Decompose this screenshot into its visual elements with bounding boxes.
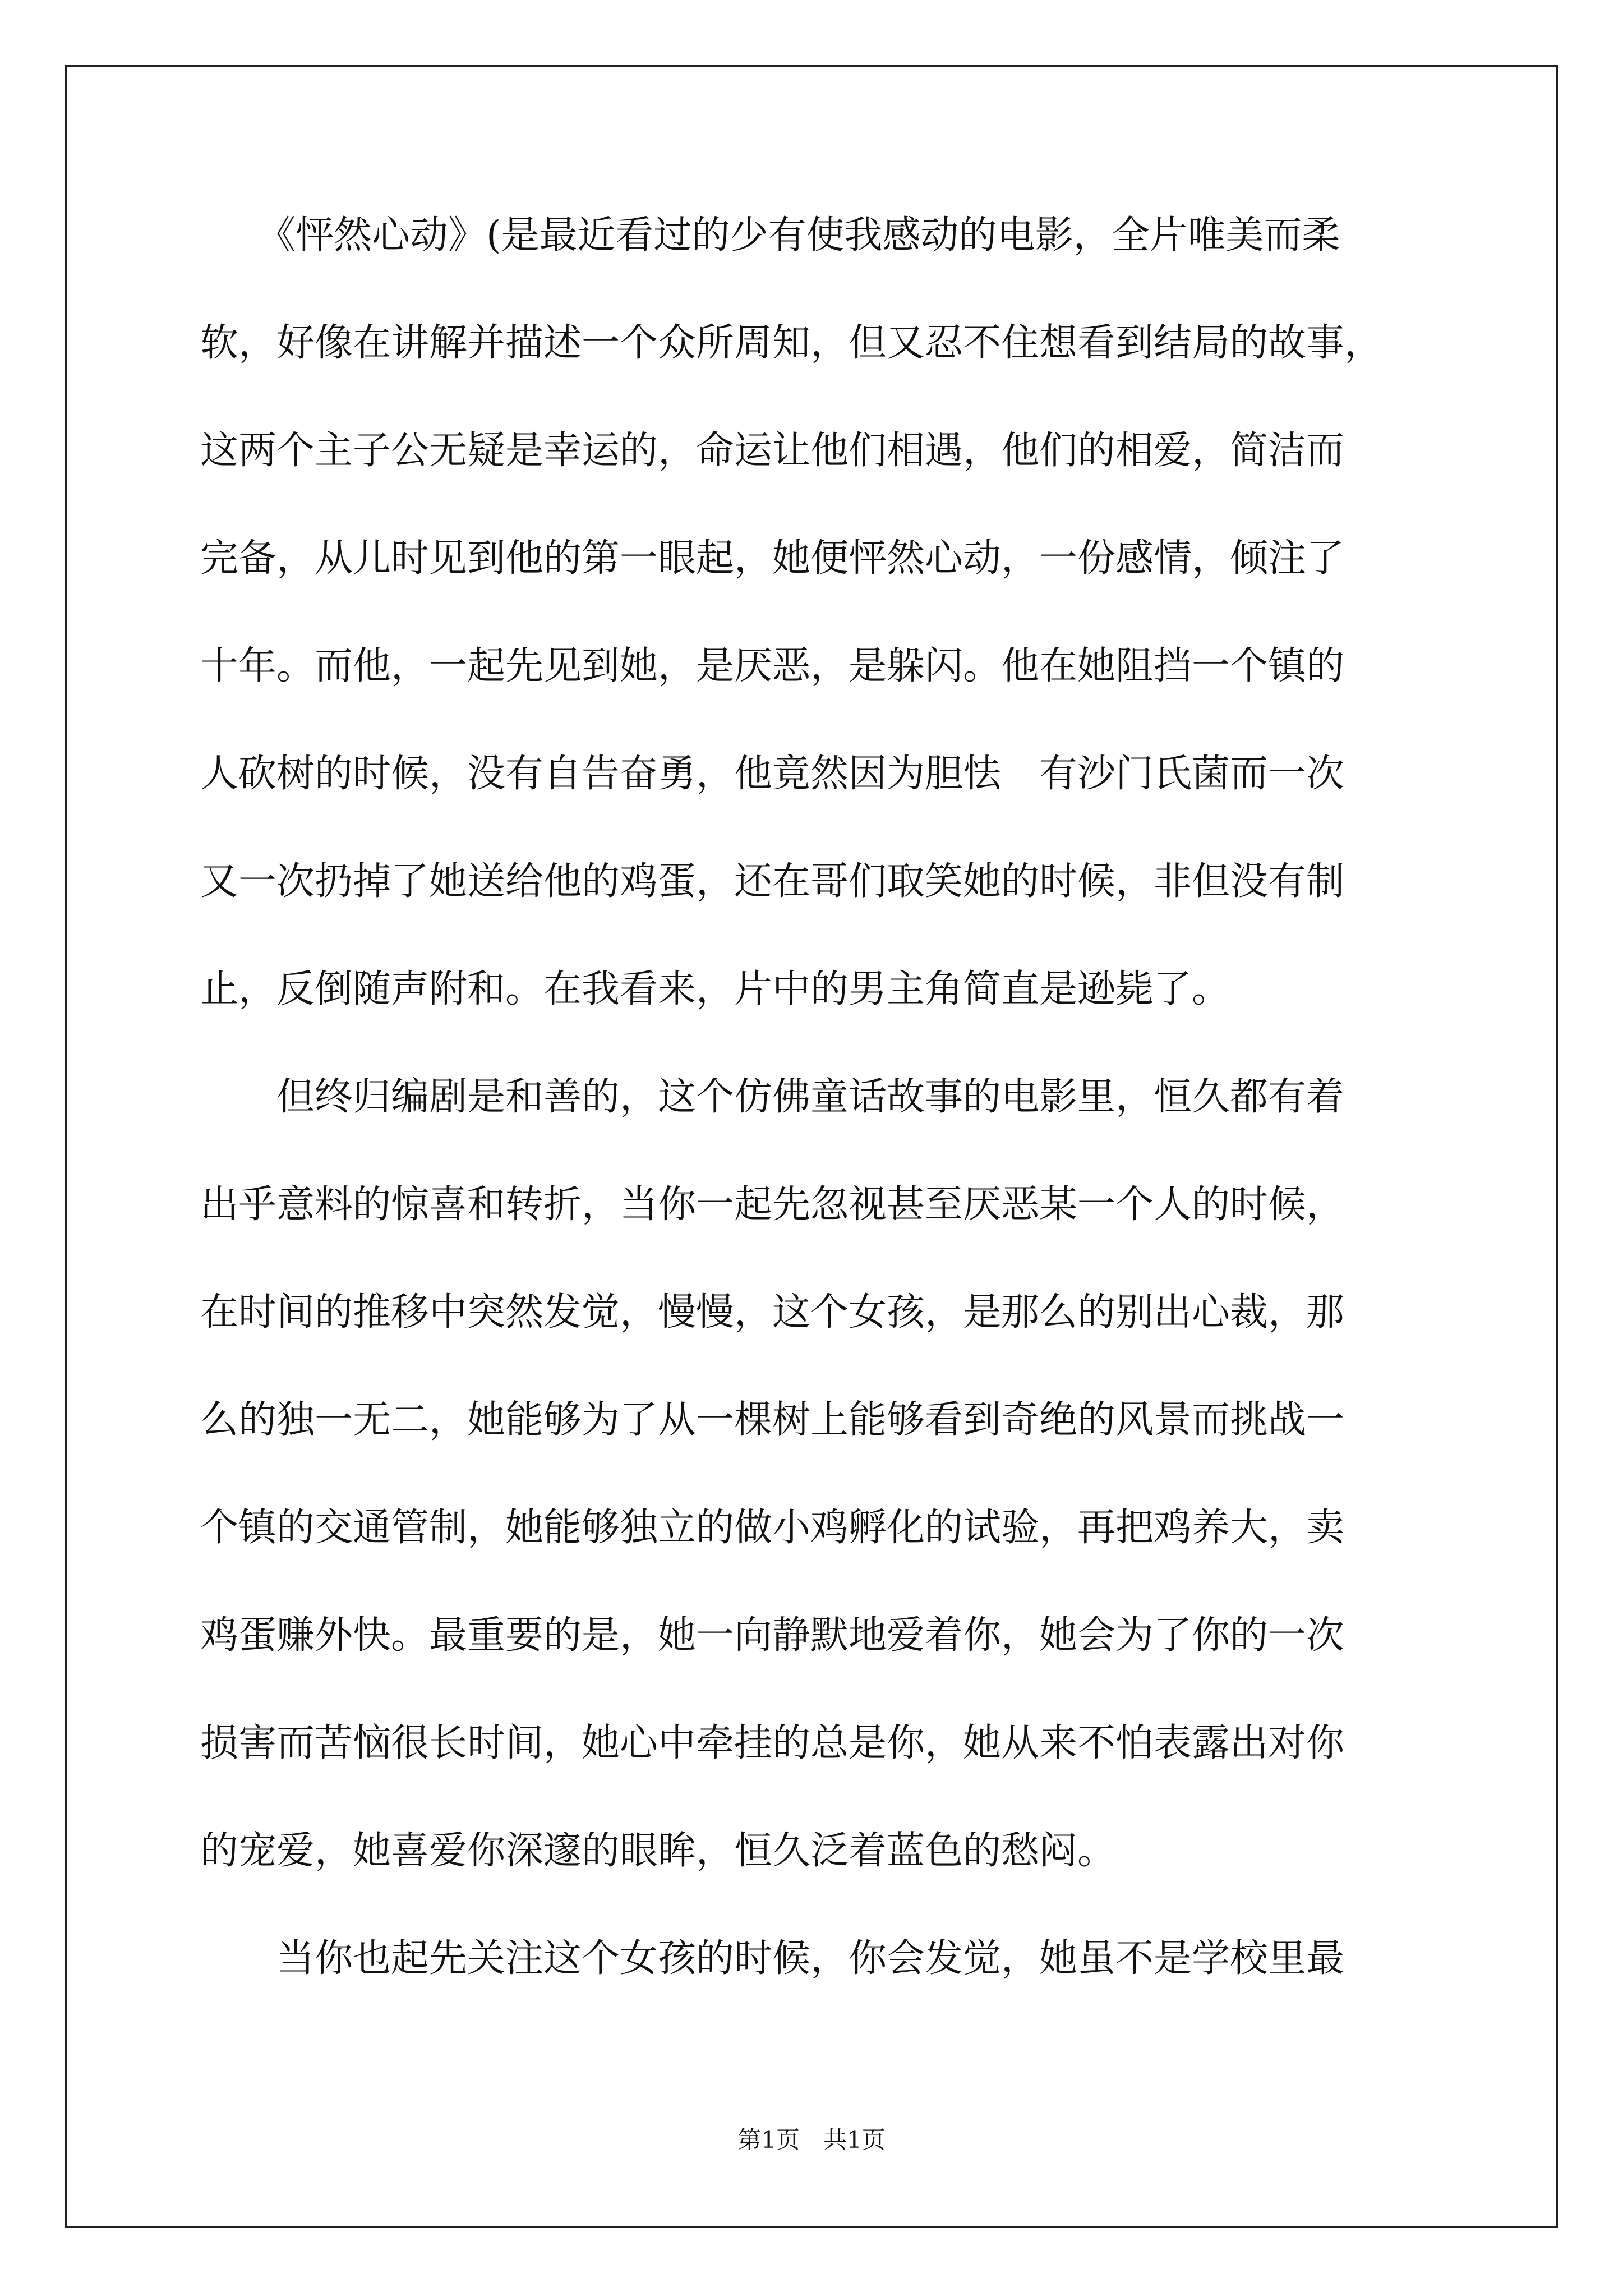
text-line: 鸡蛋赚外快。最重要的是，她一向静默地爱着你，她会为了你的一次 bbox=[200, 1613, 1345, 1658]
text-line: 止，反倒随声附和。在我看来，片中的男主角简直是逊毙了。 bbox=[200, 967, 1230, 1011]
text-line: 但终归编剧是和善的，这个仿佛童话故事的电影里，恒久都有着 bbox=[200, 1075, 1345, 1119]
text-line: 《怦然心动》(是最近看过的少有使我感动的电影，全片唯美而柔 bbox=[200, 213, 1340, 257]
page-number-footer: 第1页 共1页 bbox=[737, 2126, 886, 2154]
text-line: 出乎意料的惊喜和转折，当你一起先忽视甚至厌恶某一个人的时候， bbox=[200, 1182, 1345, 1227]
text-line: 完备，从儿时见到他的第一眼起，她便怦然心动，一份感情，倾注了 bbox=[200, 536, 1345, 581]
document-body bbox=[200, 208, 1434, 2039]
text-line: 十年。而他，一起先见到她，是厌恶，是躲闪。他在她阻挡一个镇的 bbox=[200, 644, 1345, 688]
text-line: 当你也起先关注这个女孩的时候，你会发觉，她虽不是学校里最 bbox=[200, 1936, 1345, 1981]
text-line: 软，好像在讲解并描述一个众所周知，但又忍不住想看到结局的故事， bbox=[200, 321, 1383, 365]
text-line: 人砍树的时候，没有自告奋勇，他竟然因为胆怯 有沙门氏菌而一次 bbox=[200, 752, 1345, 796]
text-line: 又一次扔掉了她送给他的鸡蛋，还在哥们取笑她的时候，非但没有制 bbox=[200, 859, 1345, 904]
text-line: 这两个主子公无疑是幸运的，命运让他们相遇，他们的相爱，简洁而 bbox=[200, 429, 1345, 473]
text-line: 么的独一无二，她能够为了从一棵树上能够看到奇绝的风景而挑战一 bbox=[200, 1398, 1345, 1442]
text-line: 个镇的交通管制，她能够独立的做小鸡孵化的试验，再把鸡养大，卖 bbox=[200, 1506, 1345, 1550]
text-line: 在时间的推移中突然发觉，慢慢，这个女孩，是那么的别出心裁，那 bbox=[200, 1290, 1345, 1335]
text-line: 损害而苦恼很长时间，她心中牵挂的总是你，她从来不怕表露出对你 bbox=[200, 1721, 1345, 1765]
text-line: 的宠爱，她喜爱你深邃的眼眸，恒久泛着蓝色的愁闷。 bbox=[200, 1829, 1116, 1873]
